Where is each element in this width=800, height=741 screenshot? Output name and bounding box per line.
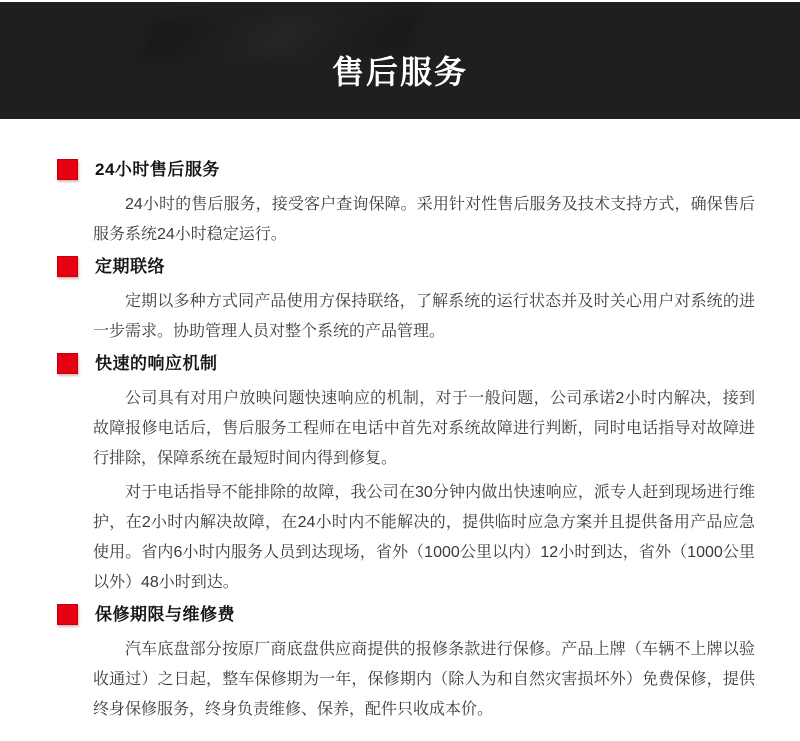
section-paragraph: 对于电话指导不能排除的故障，我公司在30分钟内做出快速响应，派专人赶到现场进行维护，在2小时内解决故障，在24小时内不能解决的，提供临时应急方案并且提供备用产品应急使用。省内6小时内服务人员到达现场，省外（1000公里以内）12小时到达，省外（1000公里以外）48小时到达。 [93, 484, 755, 591]
section-paragraph: 24小时的售后服务，接受客户查询保障。采用针对性售后服务及技术支持方式，确保售后服务系统24小时稳定运行。 [93, 196, 755, 243]
service-section [57, 159, 755, 250]
section-heading: 24小时售后服务 [95, 160, 220, 179]
section-heading: 定期联络 [95, 257, 165, 276]
section-paragraph: 定期以多种方式同产品使用方保持联络，了解系统的运行状态并及时关心用户对系统的进一步需求。协助管理人员对整个系统的产品管理。 [93, 293, 755, 340]
section-header [57, 353, 755, 374]
section-paragraph: 公司具有对用户放映问题快速响应的机制，对于一般问题，公司承诺2小时内解决，接到故障报修电话后，售后服务工程师在电话中首先对系统故障进行判断，同时电话指导对故障进行排除，保障系统在最短时间内得到修复。 [93, 390, 755, 467]
service-section [57, 353, 755, 598]
section-header [57, 604, 755, 625]
red-square-bullet-icon [57, 604, 78, 625]
section-heading: 快速的响应机制 [95, 354, 218, 373]
red-square-bullet-icon [57, 256, 78, 277]
section-header [57, 159, 755, 180]
service-section [57, 604, 755, 725]
section-header [57, 256, 755, 277]
service-section [57, 256, 755, 347]
sections [0, 119, 800, 725]
section-paragraphs [57, 384, 755, 598]
banner [0, 2, 800, 119]
section-paragraphs [57, 287, 755, 347]
page-title: 售后服务 [331, 54, 468, 90]
red-square-bullet-icon [57, 353, 78, 374]
section-paragraphs [57, 190, 755, 250]
section-paragraphs [57, 635, 755, 725]
section-heading: 保修期限与维修费 [95, 605, 235, 624]
section-paragraph: 汽车底盘部分按原厂商底盘供应商提供的报修条款进行保修。产品上牌（车辆不上牌以验收通过）之日起，整车保修期为一年，保修期内（除人为和自然灾害损坏外）免费保修，提供终身保修服务，终身负责维修、保养，配件只收成本价。 [93, 641, 755, 718]
red-square-bullet-icon [57, 159, 78, 180]
